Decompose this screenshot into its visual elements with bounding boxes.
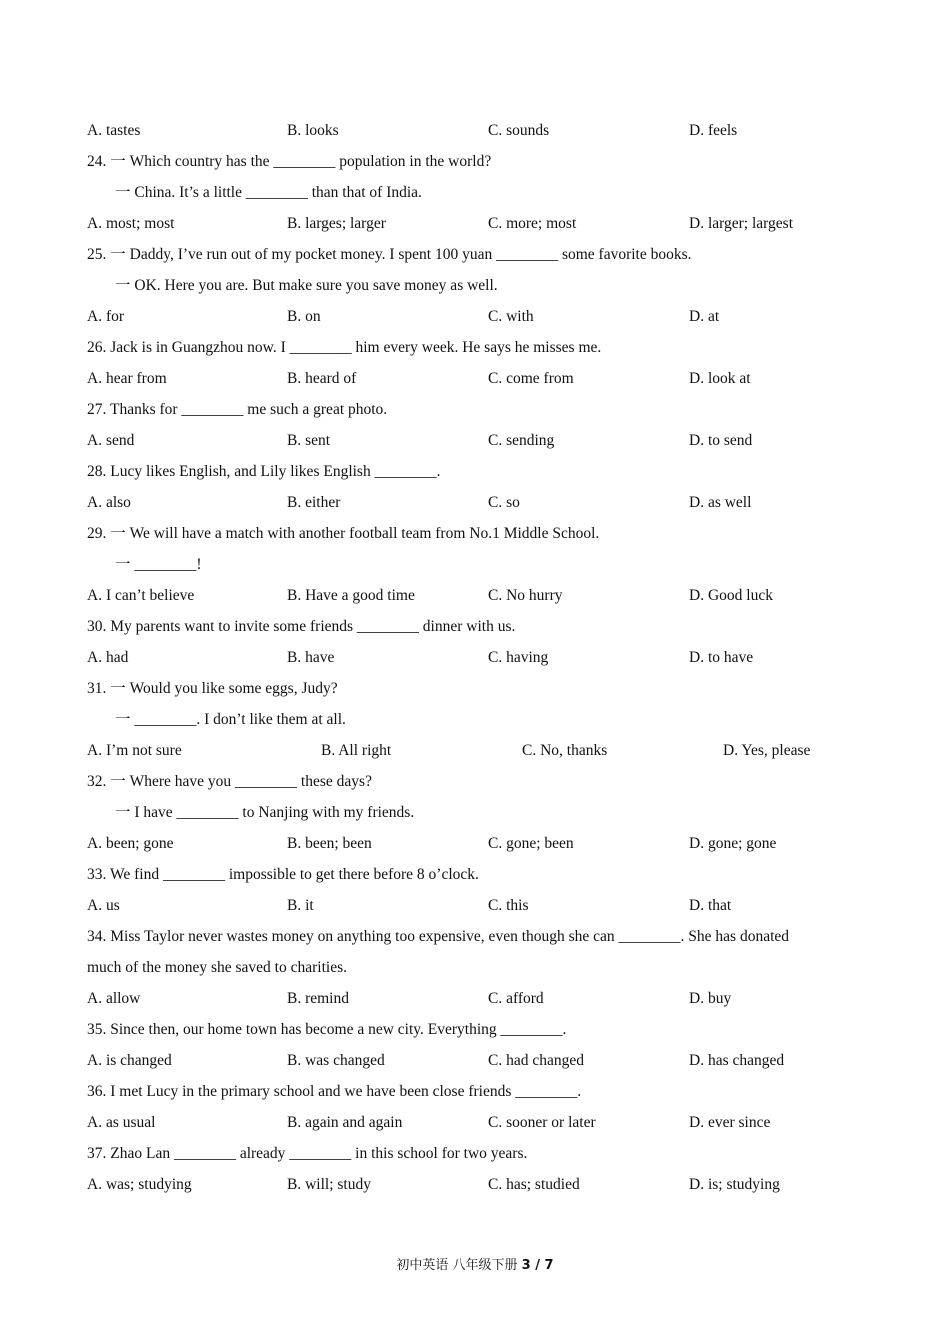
option-a: A. send — [87, 432, 135, 449]
option-d: D. to send — [689, 432, 753, 449]
option-d: D. to have — [689, 649, 754, 666]
option-d: D. Yes, please — [723, 742, 811, 759]
q30-options — [87, 642, 877, 673]
q25-options — [87, 301, 877, 332]
option-b: B. remind — [287, 990, 349, 1007]
option-b: B. it — [287, 897, 314, 914]
q24-reply: 一 China. It’s a little ________ than that of India. — [115, 184, 422, 201]
option-c: C. sending — [488, 432, 555, 449]
q36-stem: 36. I met Lucy in the primary school and we have been close friends ________. — [87, 1083, 582, 1100]
q24-options — [87, 208, 877, 239]
option-a: A. us — [87, 897, 120, 914]
option-b: B. have — [287, 649, 335, 666]
q29-reply: 一 ________! — [115, 556, 202, 573]
option-d: D. as well — [689, 494, 752, 511]
q34-stem: 34. Miss Taylor never wastes money on anything too expensive, even though she can ________. She has donated — [87, 928, 790, 945]
q34-options — [87, 983, 877, 1014]
q35-options — [87, 1045, 877, 1076]
q26-options — [87, 363, 877, 394]
option-a: A. I’m not sure — [87, 742, 182, 759]
option-c: C. so — [488, 494, 520, 511]
q29-options — [87, 580, 877, 611]
option-b: B. looks — [287, 122, 339, 139]
option-c: C. had changed — [488, 1052, 584, 1069]
option-a: A. also — [87, 494, 131, 511]
q31-stem: 31. 一 Would you like some eggs, Judy? — [87, 680, 338, 697]
option-d: D. feels — [689, 122, 738, 139]
q37-stem: 37. Zhao Lan ________ already ________ in this school for two years. — [87, 1145, 528, 1162]
option-b: B. sent — [287, 432, 331, 449]
q36-options — [87, 1107, 877, 1138]
q31-reply: 一 ________. I don’t like them at all. — [115, 711, 346, 728]
q33-stem: 33. We find ________ impossible to get there before 8 o’clock. — [87, 866, 479, 883]
option-b: B. again and again — [287, 1114, 403, 1131]
option-c: C. sooner or later — [488, 1114, 596, 1131]
option-d: D. that — [689, 897, 732, 914]
option-a: A. as usual — [87, 1114, 156, 1131]
option-a: A. is changed — [87, 1052, 172, 1069]
q31-options — [87, 735, 877, 766]
option-b: B. will; study — [287, 1176, 371, 1193]
q32-options — [87, 828, 877, 859]
q28-stem: 28. Lucy likes English, and Lily likes English ________. — [87, 463, 441, 480]
q29-stem: 29. 一 We will have a match with another football team from No.1 Middle School. — [87, 525, 600, 542]
q27-options — [87, 425, 877, 456]
option-a: A. been; gone — [87, 835, 174, 852]
option-d: D. Good luck — [689, 587, 773, 604]
q32-stem: 32. 一 Where have you ________ these days? — [87, 773, 372, 790]
option-c: C. afford — [488, 990, 544, 1007]
option-d: D. is; studying — [689, 1176, 780, 1193]
option-a: A. for — [87, 308, 125, 325]
option-b: B. All right — [321, 742, 392, 759]
option-c: C. gone; been — [488, 835, 574, 852]
footer-page-total: 7 — [544, 1258, 554, 1273]
option-b: B. larges; larger — [287, 215, 386, 232]
option-c: C. more; most — [488, 215, 577, 232]
option-b: B. was changed — [287, 1052, 385, 1069]
q25-stem: 25. 一 Daddy, I’ve run out of my pocket money. I spent 100 yuan ________ some favorite books. — [87, 246, 692, 263]
option-c: C. No hurry — [488, 587, 563, 604]
footer-course-label: 初中英语 八年级下册 — [396, 1258, 522, 1273]
option-b: B. been; been — [287, 835, 372, 852]
option-c: C. with — [488, 308, 534, 325]
q25-reply: 一 OK. Here you are. But make sure you save money as well. — [115, 277, 498, 294]
option-d: D. ever since — [689, 1114, 771, 1131]
option-c: C. has; studied — [488, 1176, 580, 1193]
q27-stem: 27. Thanks for ________ me such a great photo. — [87, 401, 388, 418]
option-c: C. come from — [488, 370, 574, 387]
option-a: A. had — [87, 649, 129, 666]
q26-stem: 26. Jack is in Guangzhou now. I ________ him every week. He says he misses me. — [87, 339, 602, 356]
q30-stem: 30. My parents want to invite some friends ________ dinner with us. — [87, 618, 516, 635]
q23-options — [87, 115, 877, 146]
option-a: A. hear from — [87, 370, 167, 387]
option-d: D. has changed — [689, 1052, 785, 1069]
option-a: A. was; studying — [87, 1176, 192, 1193]
q24-stem: 24. 一 Which country has the ________ population in the world? — [87, 153, 492, 170]
option-d: D. buy — [689, 990, 732, 1007]
option-c: C. having — [488, 649, 549, 666]
option-b: B. Have a good time — [287, 587, 415, 604]
option-d: D. gone; gone — [689, 835, 777, 852]
page-footer — [0, 1256, 950, 1276]
option-d: D. at — [689, 308, 720, 325]
footer-page-number: 3 — [521, 1258, 531, 1273]
option-d: D. larger; largest — [689, 215, 794, 232]
option-c: C. No, thanks — [522, 742, 608, 759]
option-a: A. most; most — [87, 215, 175, 232]
option-b: B. heard of — [287, 370, 357, 387]
option-a: A. I can’t believe — [87, 587, 195, 604]
option-b: B. on — [287, 308, 321, 325]
option-b: B. either — [287, 494, 341, 511]
q34-stem-continued: much of the money she saved to charities. — [87, 959, 347, 976]
option-d: D. look at — [689, 370, 751, 387]
q28-options — [87, 487, 877, 518]
q32-reply: 一 I have ________ to Nanjing with my friends. — [115, 804, 415, 821]
option-a: A. tastes — [87, 122, 141, 139]
option-c: C. this — [488, 897, 529, 914]
q33-options — [87, 890, 877, 921]
q37-options — [87, 1169, 877, 1200]
q35-stem: 35. Since then, our home town has become a new city. Everything ________. — [87, 1021, 567, 1038]
footer-separator: / — [530, 1258, 545, 1273]
option-a: A. allow — [87, 990, 141, 1007]
option-c: C. sounds — [488, 122, 550, 139]
